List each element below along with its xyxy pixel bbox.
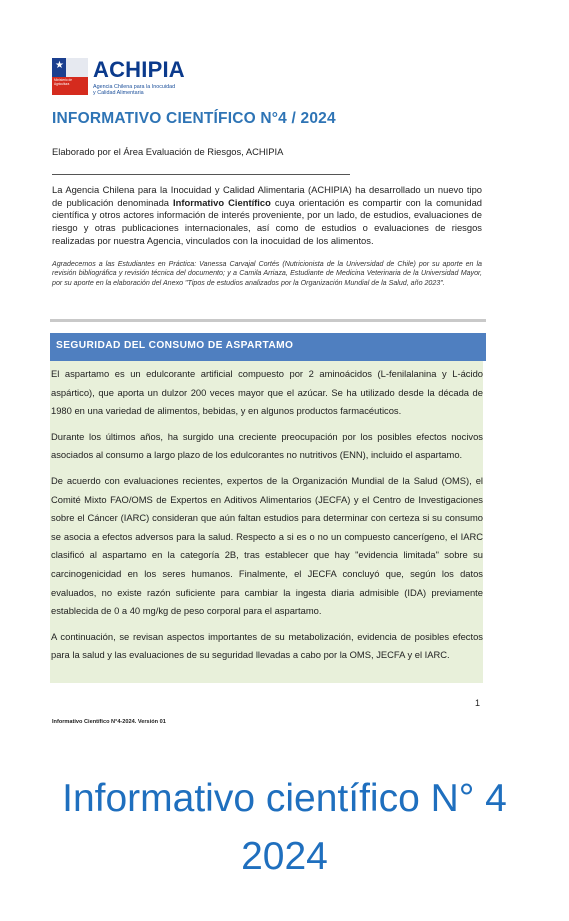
footer-version: Informativo Científico N°4-2024. Versión 01 [52,719,166,725]
section-header [50,333,486,361]
caption-title [0,770,569,886]
logo-wordmark: ACHIPIA [93,57,185,82]
divider [52,174,350,175]
authorship-line: Elaborado por el Área Evaluación de Riesgos, ACHIPIA [52,146,284,157]
body-paragraph: El aspartamo es un edulcorante artificial compuesto por 2 aminoácidos (L-fenilalanina y L-ácido aspártico), que aporta un dulzor 200 veces mayor que el azúcar. Se ha utilizado desde la década de 1980 en una variedad de alimentos, bebidas, y en algunos productos farmacéuticos. [51,368,483,417]
document-title: INFORMATIVO CIENTÍFICO N°4 / 2024 [52,110,336,127]
section-divider [50,319,486,322]
body-paragraph: Durante los últimos años, ha surgido una creciente preocupación por los posibles efectos nocivos asociados al consumo a largo plazo de los edulcorantes no nutritivos (ENN), incluido el aspartamo. [51,430,483,461]
logo-tagline: Agencia Chilena para la Inocuidad y Calidad Alimentaria [93,84,176,97]
acknowledgement-paragraph: Agradecemos a las Estudiantes en Práctica: Vanessa Carvajal Cortés (Nutricionista de la Universidad de Chile) por su aporte en la revisión bibliográfica y revisión técnica del documento; y a Camila Arriaza, Estudiante de Medicina Veterinaria de la Universidad Mayor, por su aporte en la elaboración del Anexo "Tipos de estudios analizados por la Organización Mundial de la Salud, año 2023". [52,260,482,287]
section-body [50,361,483,683]
section-title: SEGURIDAD DEL CONSUMO DE ASPARTAMO [56,340,294,351]
body-paragraph: A continuación, se revisan aspectos importantes de su metabolización, evidencia de posibles efectos para la salud y las evaluaciones de su seguridad llevadas a cabo por la OMS, JECFA y el IARC. [51,630,483,661]
caption-line-1: Informativo científico N° 4 [62,777,507,820]
body-paragraph: De acuerdo con evaluaciones recientes, expertos de la Organización Mundial de la Salud (OMS), el Comité Mixto FAO/OMS de Expertos en Aditivos Alimentarios (JECFA) y el Centro de Investigaciones sobre el Cáncer (IARC) consideran que aún faltan estudios para determinar con certeza si su consumo se asocia a efectos adversos para la salud. Respecto a si es o no un compuesto cancerígeno, el IARC clasificó al aspartamo en la categoría 2B, tras establecer que hay "evidencia limitada" sobre su carcinogenicidad en los seres humanos. Finalmente, el JECFA concluyó que, según los datos evaluados, no existe razón suficiente para cambiar la ingesta diaria admisible (IDA) previamente establecida de 0 a 40 mg/kg de peso corporal para el aspartamo. [51,474,483,617]
page-number: 1 [475,698,481,708]
intro-paragraph: La Agencia Chilena para la Inocuidad y Calidad Alimentaria (ACHIPIA) ha desarrollado un nuevo tipo de publicación denominada Informativo Científico cuya orientación es compartir con la comunidad científica y otros actores información de interés proveniente, por un lado, de estudios, evaluaciones de riesgo y otras publicaciones internacionales, así como de estudios o evaluaciones de riesgos realizadas por nuestra Agencia, vinculados con la inocuidad de los alimentos. [52,184,482,246]
achipia-logo [52,57,185,98]
ministry-label: Ministerio de Agricultura [54,78,73,86]
chile-flag-icon: ★ Ministerio de Agricultura [52,58,88,95]
caption-line-2: 2024 [241,835,328,878]
